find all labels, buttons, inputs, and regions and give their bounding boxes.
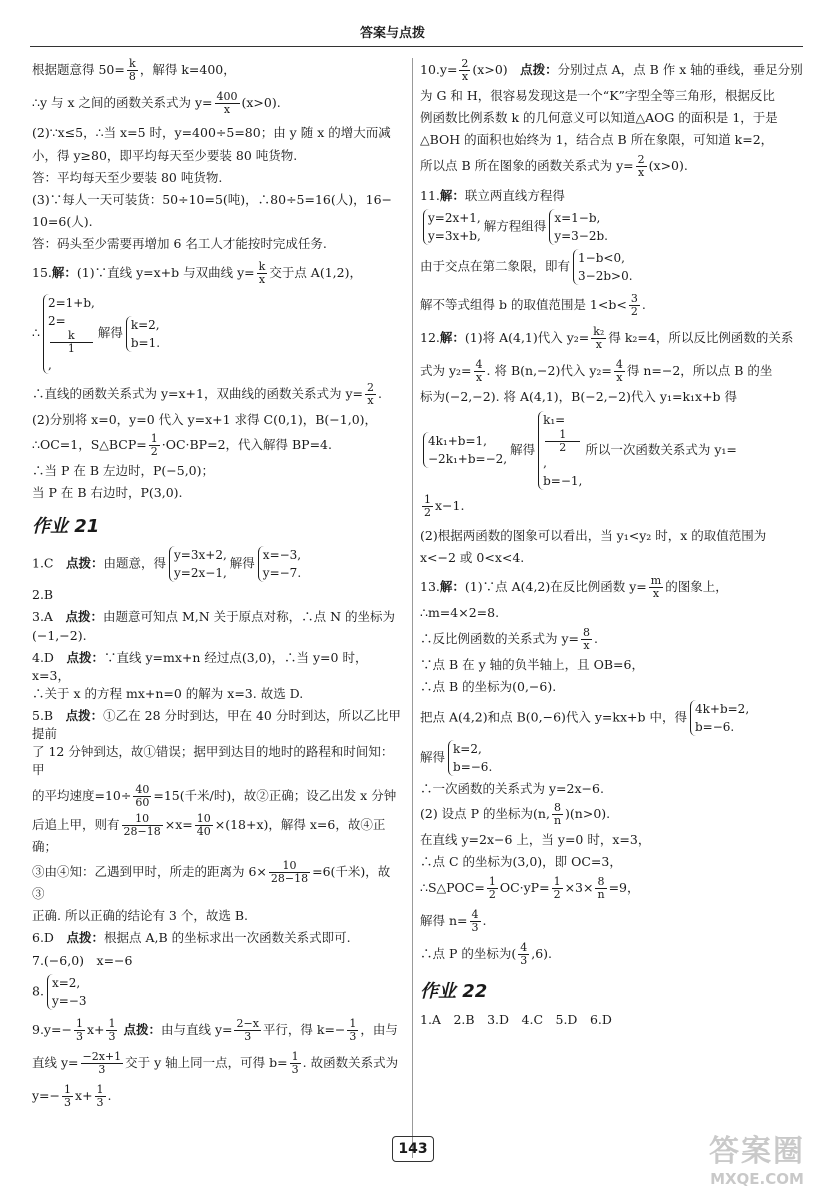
page-header (30, 18, 803, 47)
text-line: 标为(−2,−2). 将 A(4,1)，B(−2,−2)代入 y₁=k₁x+b 得 (420, 389, 738, 405)
text-line: 根据题意得 50= $\frac{k}{8}$ ，解得 k=400， (32, 57, 236, 84)
answer-10: 10.y= $\frac{2}{x}$ (x>0) 点拨：分别过点 A，点 B 作 x 轴的垂线，垂足分别 (420, 57, 803, 84)
text-line: 例函数比例系数 k 的几何意义可以知道△AOG 的面积是 1，于是 (420, 110, 778, 126)
header-title: 答案与点拨 (359, 26, 425, 41)
text-line: 直线 y= $\frac{-2x+1}{3}$ 交于 y 轴上同一点，可得 b= $\frac{1}{3}$ . 故函数关系式为 (32, 1049, 399, 1076)
text-line: 所以点 B 所在图象的函数关系式为 y= $\frac{2}{x}$ (x>0). (420, 152, 688, 179)
left-column (32, 58, 402, 1109)
text-line: 在直线 y=2x−6 上，当 y=0 时，x=3， (420, 832, 651, 848)
text-line: 小，得 y≥80，即平均每天至少要装 80 吨货物. (32, 147, 298, 163)
page-number: 143 (392, 1136, 434, 1162)
text-line: 后追上甲，则有 $\frac{10}{28-18}$ ×x= $\frac{10}{40}$ ×(18+x)，解得 x=6，故④正确； (32, 811, 386, 854)
answer-6: 6.D 点拨：根据点 A,B 的坐标求出一次函数关系式即可. (32, 930, 351, 946)
text-line: 的平均速度=10÷ $\frac{40}{60}$ =15(千米/时)，故②正确；设乙出发 x 分钟 (32, 782, 397, 809)
section-heading-22: 作业 22 (420, 981, 488, 1003)
text-line: (3)∵每人一天可装货：50÷10=5(吨)，∴80÷5=16(人)，16− (32, 191, 393, 207)
text-line: ∴S△POC= $\frac{1}{2}$ OC·yP= $\frac{1}{2}$ ×3× $\frac{8}{n}$ =9， (420, 874, 640, 901)
text-line: 答：平均每天至少要装 80 吨货物. (32, 169, 223, 185)
text-line: ③由④知：乙遇到甲时，所走的距离为 6× $\frac{10}{28-18}$ =6(千米)，故③ (32, 859, 391, 902)
text-line: 正确. 所以正确的结论有 3 个，故选 B. (32, 908, 248, 924)
text-line: 解不等式组得 b 的取值范围是 1<b< $\frac{3}{2}$ . (420, 291, 646, 318)
equation-system: 把点 A(4,2)和点 B(0,−6)代入 y=kx+b 中，得 4k+b=2, b=−6. (420, 701, 750, 734)
watermark-logo (693, 1134, 821, 1196)
text-line: 解得 n= $\frac{4}{3}$ . (420, 907, 487, 934)
answer-3: 3.A 点拨：由题意可知点 M,N 关于原点对称，∴点 N 的坐标为 (32, 609, 396, 625)
text-line: ∴直线的函数关系式为 y=x+1，双曲线的函数关系式为 y= $\frac{2}{x}$ . (32, 380, 382, 407)
answer-5: 5.B 点拨：①乙在 28 分时到达，甲在 40 分时到达，所以乙比甲提前 (32, 708, 401, 742)
text-line: ∴点 B 的坐标为(0,−6). (420, 678, 557, 694)
column-divider (412, 58, 413, 1158)
text-line: 当 P 在 B 右边时，P(3,0). (32, 485, 183, 501)
text-line: ∴关于 x 的方程 mx+n=0 的解为 x=3. 故选 D. (32, 685, 304, 701)
equation-system: y=2x+1, y=3x+b, 解方程组得 x=1−b, y=3−2b. (420, 209, 805, 245)
text-line: (2)根据两函数的图象可以看出，当 y₁<y₂ 时，x 的取值范围为 (420, 527, 767, 543)
text-line: ∴y 与 x 之间的函数关系式为 y= $\frac{400}{x}$ (x>0). (32, 90, 281, 117)
text-line: y=− $\frac{1}{3}$ x+ $\frac{1}{3}$ . (32, 1083, 112, 1110)
equation-system: 解得 k=2, b=−6. (420, 741, 493, 774)
answer-7: 7.(−6,0) x=−6 (32, 952, 133, 968)
text-line: 由于交点在第二象限，即有 1−b<0, 3−2b>0. (420, 250, 633, 283)
text-line: ∴一次函数的关系式为 y=2x−6. (420, 780, 604, 796)
text-line: ∴m=4×2=8. (420, 605, 500, 621)
watermark-url: MXQE.COM (710, 1170, 804, 1188)
equation-system: ∴ 2=1+b, 2= k 1 , 解得 k=2, b=1. (32, 296, 161, 372)
answer-4: 4.D 点拨：∵直线 y=mx+n 经过点(3,0)，∴当 y=0 时，x=3， (32, 649, 368, 683)
text-line: ∴OC=1，S△BCP= $\frac{1}{2}$ ·OC·BP=2，代入解得 BP=4. (32, 431, 332, 458)
text-line: 式为 y₂= $\frac{4}{x}$ . 将 B(n,−2)代入 y₂= $\frac{4}{x}$ 得 n=−2，所以点 B 的坐 (420, 358, 773, 385)
text-line: (2) 设点 P 的坐标为(n, $\frac{8}{n}$ )(n>0). (420, 801, 611, 828)
text-line: ∵点 B 在 y 轴的负半轴上，且 OB=6， (420, 656, 644, 672)
answer-2: 2.B (32, 587, 54, 603)
text-line: (2)∵x≤5，∴当 x=5 时，y=400÷5=80；由 y 随 x 的增大而减 (32, 125, 391, 141)
answer-9: 9.y=− $\frac{1}{3}$ x+ $\frac{1}{3}$ 点拨：由与直线 y= $\frac{2-x}{3}$ 平行，得 k=− $\frac{1}{3}$ ，由与 (32, 1016, 398, 1043)
text-line: ∴当 P 在 B 左边时，P(−5,0)； (32, 463, 215, 478)
answer-12: 12.解：(1)将 A(4,1)代入 y₂= $\frac{\text{k₂}}{x}$ 得 k₂=4，所以反比例函数的关系 (420, 325, 794, 352)
text-line: 为 G 和 H，很容易发现这是一个“K”字型全等三角形，根据反比 (420, 88, 775, 104)
text-line: △BOH 的面积也始终为 1，结合点 B 所在象限，可知道 k=2， (420, 132, 774, 148)
watermark-text: 答案圈 (709, 1134, 805, 1169)
text-line: (2)分别将 x=0，y=0 代入 y=x+1 求得 C(0,1)，B(−1,0)， (32, 411, 378, 427)
text-line: (−1,−2). (32, 627, 87, 643)
question-15: 15.解：(1)∵直线 y=x+b 与双曲线 y= $\frac{k}{x}$ 交于点 A(1,2)， (32, 260, 362, 287)
answers-22: 1.A 2.B 3.D 4.C 5.D 6.D (420, 1012, 612, 1028)
right-column (420, 58, 805, 1029)
answer-11: 11.解：联立两直线方程得 (420, 187, 565, 203)
text-line: 10=6(人). (32, 213, 93, 229)
text-line: x<−2 或 0<x<4. (420, 550, 525, 566)
answer-13: 13.解：(1)∵点 A(4,2)在反比例函数 y= $\frac{m}{x}$ 的图象上， (420, 574, 728, 601)
section-heading-21: 作业 21 (32, 516, 100, 538)
text-line: 了 12 分钟到达，故①错误；据甲到达目的地时的路程和时间知：甲 (32, 744, 394, 778)
text-line: $\frac{1}{2}$ x−1. (424, 492, 465, 519)
answer-8: 8. x=2, y=−3 (32, 975, 87, 1008)
answer-1: 1.C 点拨：由题意，得 y=3x+2, y=2x−1, 解得 x=−3, y=−7. (32, 548, 302, 581)
text-line: ∴点 C 的坐标为(3,0)，即 OC=3， (420, 854, 622, 870)
equation-system: 4k₁+b=1, −2k₁+b=−2, 解得 k₁= 1 2 , b=−1, 所以一次函数关系式为 y₁= (420, 411, 805, 490)
text-line: 答：码头至少需要再增加 6 名工人才能按时完成任务. (32, 236, 327, 251)
text-line: ∴反比例函数的关系式为 y= $\frac{8}{x}$ . (420, 625, 598, 652)
text-line: ∴点 P 的坐标为( $\frac{4}{3}$ ,6). (420, 940, 553, 967)
